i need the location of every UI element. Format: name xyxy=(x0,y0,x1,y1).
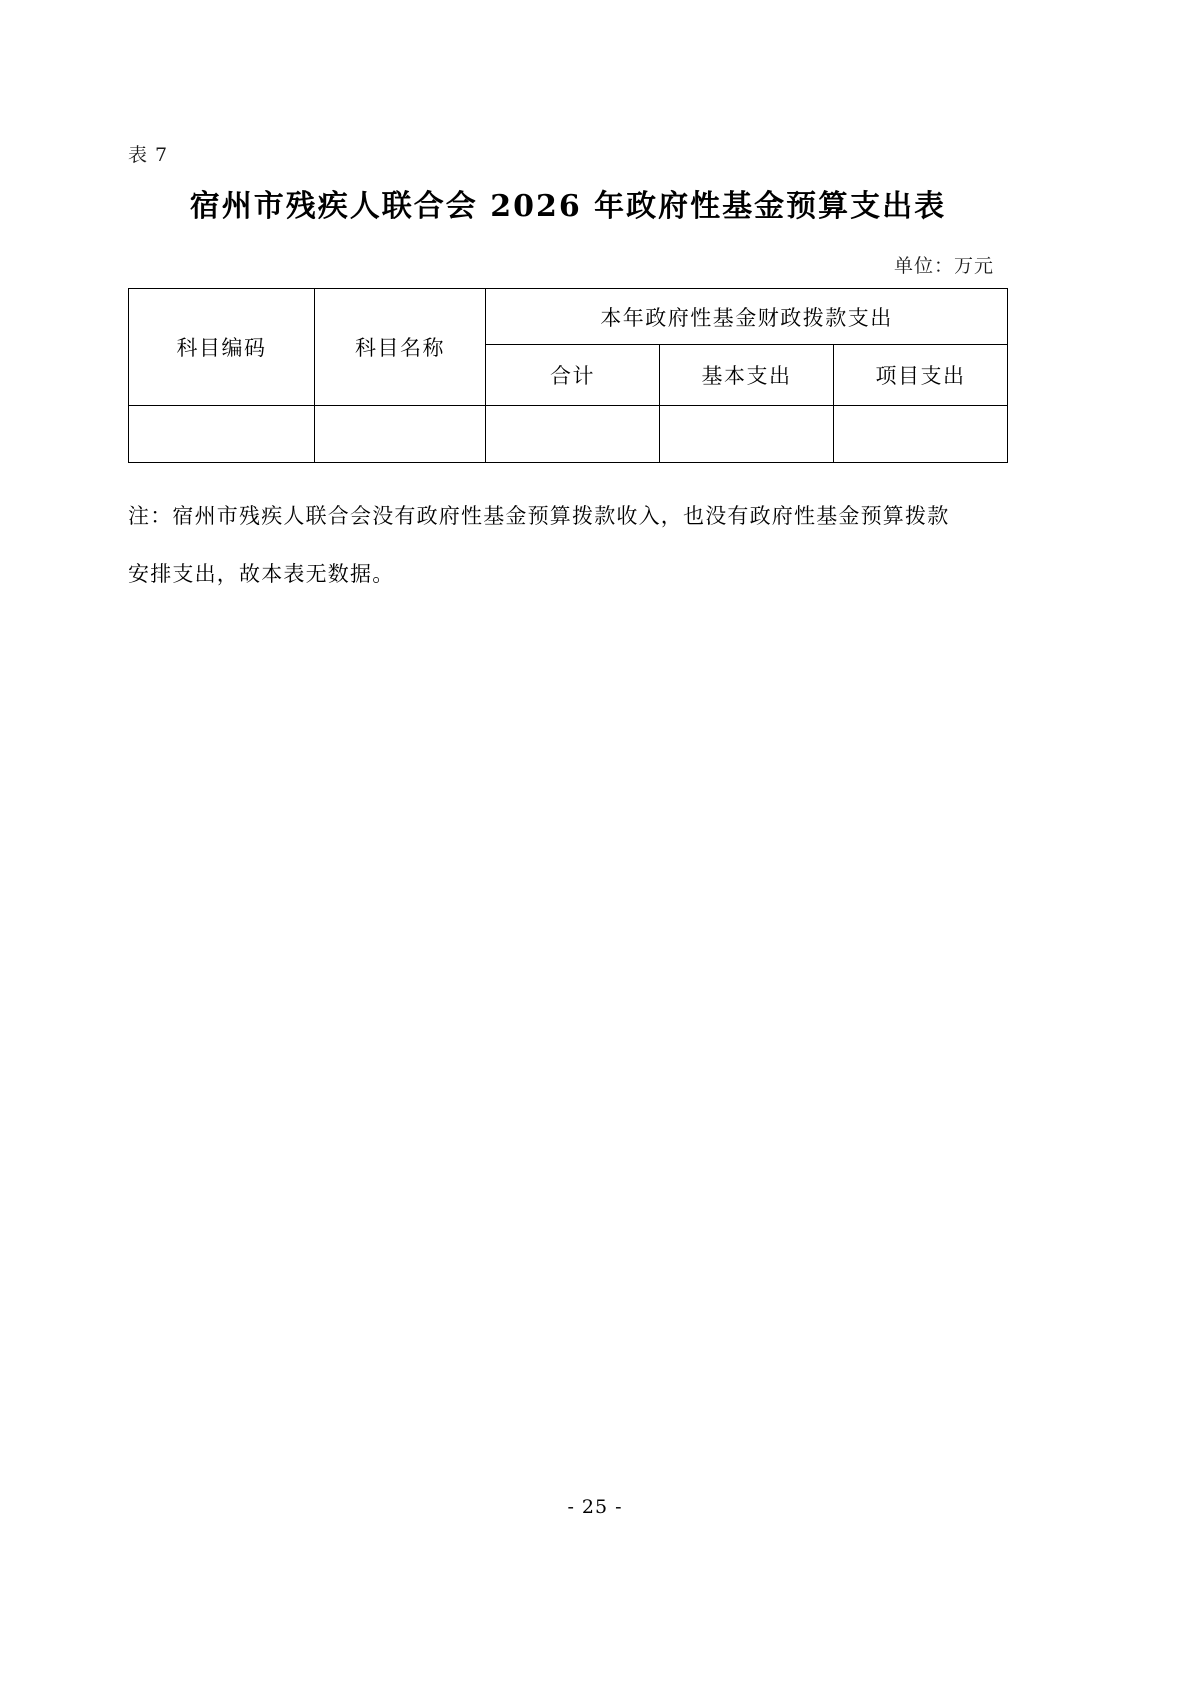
header-sub-basic: 基本支出 xyxy=(660,345,834,406)
cell-total xyxy=(486,406,660,463)
footnote-line-2: 安排支出，故本表无数据。 xyxy=(128,562,395,586)
table-header xyxy=(129,289,1008,406)
table-label: 表 7 xyxy=(128,144,169,166)
unit-note: 单位：万元 xyxy=(893,255,994,277)
header-sub-total: 合计 xyxy=(486,345,660,406)
page-title: 宿州市残疾人联合会 2026 年政府性基金预算支出表 xyxy=(189,189,947,224)
table-header-row-1 xyxy=(129,289,1008,345)
cell-name xyxy=(315,406,486,463)
page-number: - 25 - xyxy=(567,1496,623,1518)
header-col-name: 科目名称 xyxy=(315,289,486,406)
header-sub-project: 项目支出 xyxy=(834,345,1008,406)
footnote xyxy=(128,487,1008,603)
table-body xyxy=(129,406,1008,463)
header-group-expenditure: 本年政府性基金财政拨款支出 xyxy=(486,289,1008,345)
document-content xyxy=(128,140,1008,603)
footnote-line-1: 注：宿州市残疾人联合会没有政府性基金预算拨款收入，也没有政府性基金预算拨款 xyxy=(128,504,950,528)
cell-basic xyxy=(660,406,834,463)
header-col-code: 科目编码 xyxy=(129,289,315,406)
cell-project xyxy=(834,406,1008,463)
table-row xyxy=(129,406,1008,463)
cell-code xyxy=(129,406,315,463)
budget-expenditure-table xyxy=(128,288,1008,463)
